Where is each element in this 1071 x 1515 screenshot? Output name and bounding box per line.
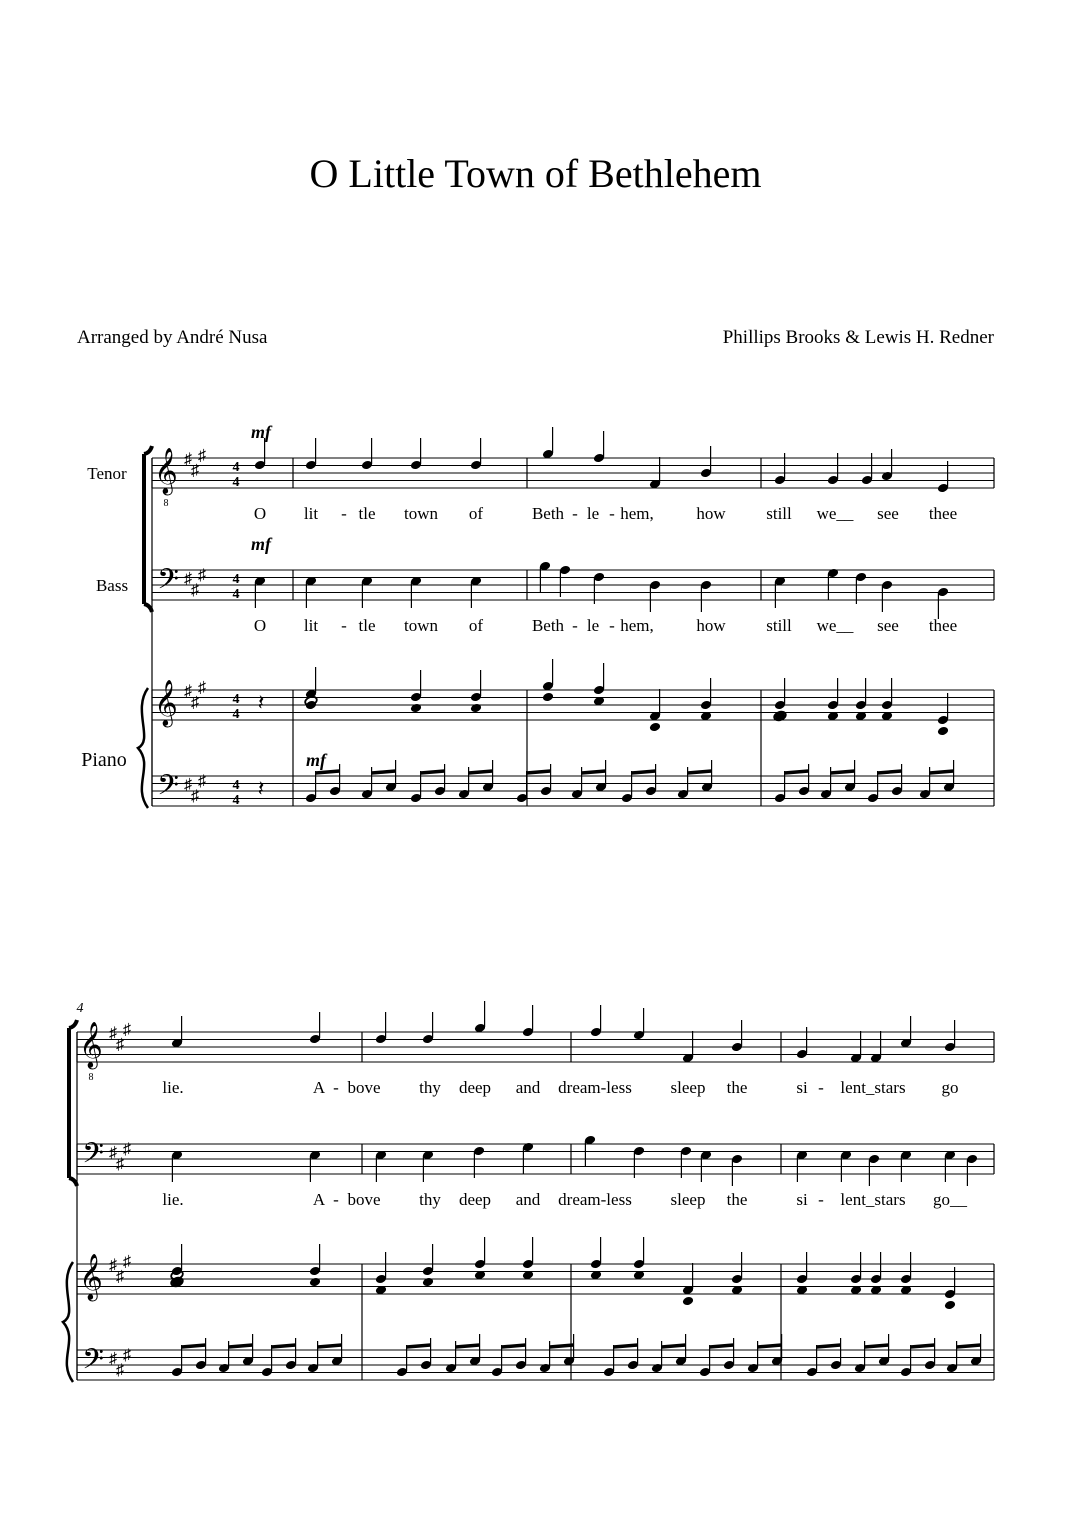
piano-treble-note <box>422 1277 434 1288</box>
piano-treble-note <box>937 726 949 737</box>
bass-lyric: hem, <box>620 616 654 635</box>
bass-lyric: si <box>796 1190 808 1209</box>
key-signature-sharp: ♯ <box>109 1350 117 1368</box>
key-signature-sharp: ♯ <box>198 447 206 465</box>
time-signature-denominator: 4 <box>232 475 240 490</box>
tenor-lyric: lit <box>303 504 319 523</box>
key-signature-sharp: ♯ <box>198 772 206 790</box>
bass-lyric: deep <box>458 1190 492 1209</box>
piano-treble-note <box>542 692 554 703</box>
choir-bracket <box>69 1020 77 1186</box>
key-signature-sharp: ♯ <box>123 1253 131 1271</box>
key-signature-sharp: ♯ <box>198 566 206 584</box>
time-signature-denominator: 4 <box>232 587 240 602</box>
key-signature-sharp: ♯ <box>191 694 199 712</box>
key-signature-sharp: ♯ <box>184 451 192 468</box>
bass-lyric: O <box>253 616 267 635</box>
time-signature-numerator: 4 <box>232 572 240 587</box>
key-signature-sharp: ♯ <box>184 683 192 700</box>
time-signature-numerator: 4 <box>232 692 240 707</box>
tenor-lyric: si <box>796 1078 808 1097</box>
time-signature-denominator: 4 <box>232 793 240 808</box>
bass-lyric: - <box>609 616 615 635</box>
bass-clef-icon: 𝄢 <box>82 1139 104 1176</box>
bass-lyric: of <box>468 616 484 635</box>
beam <box>758 1345 782 1347</box>
beam <box>911 1345 935 1347</box>
key-signature-sharp: ♯ <box>191 581 199 599</box>
key-signature-sharp: ♯ <box>191 787 199 805</box>
bass-lyric: sleep <box>670 1190 706 1209</box>
time-signature-numerator: 4 <box>232 778 240 793</box>
dynamic-mf: mf <box>306 750 326 770</box>
bass-lyric: still <box>766 616 792 635</box>
tenor-lyric: lent_stars <box>840 1078 906 1097</box>
bass-lyric: the <box>726 1190 748 1209</box>
piano-label: Piano <box>81 749 127 771</box>
tenor-lyric: - <box>572 504 578 523</box>
treble-clef-icon: 𝄞 <box>79 1022 103 1067</box>
page-title: O Little Town of Bethlehem <box>309 151 762 196</box>
beam <box>865 1345 889 1347</box>
measure-number: 4 <box>76 1001 84 1016</box>
bass-lyric: thy <box>419 1190 441 1209</box>
tenor-lyric: see <box>877 504 899 523</box>
tenor-lyric: hem, <box>620 504 654 523</box>
tenor-lyric: sleep <box>670 1078 706 1097</box>
system-1 <box>81 422 994 808</box>
beam <box>407 1345 431 1347</box>
bass-lyric: we__ <box>816 616 854 635</box>
tenor-lyric: - <box>609 504 615 523</box>
piano-treble-note <box>682 1296 694 1307</box>
arranger-credit: Arranged by André Nusa <box>77 327 268 348</box>
dynamic-mf: mf <box>251 534 271 554</box>
key-signature-sharp: ♯ <box>191 462 199 480</box>
beam <box>688 771 712 773</box>
beam <box>182 1345 206 1347</box>
beam <box>662 1345 686 1347</box>
quarter-rest-icon: 𝄽 <box>257 776 265 801</box>
beam <box>582 771 606 773</box>
bass-lyric: and <box>515 1190 541 1209</box>
system-2 <box>63 1001 994 1382</box>
beam <box>372 771 396 773</box>
key-signature-sharp: ♯ <box>198 679 206 697</box>
treble-clef-icon: 𝄞 <box>79 1254 103 1299</box>
beam <box>710 1345 734 1347</box>
bass-clef-icon: 𝄢 <box>82 1345 104 1382</box>
tenor-lyric: - <box>333 1078 339 1097</box>
key-signature-sharp: ♯ <box>184 776 192 794</box>
bass-clef-icon: 𝄢 <box>157 771 179 808</box>
tenor-lyric: deep <box>458 1078 492 1097</box>
tenor-lyric: tle <box>358 504 376 523</box>
piano-treble-note <box>309 1277 321 1288</box>
tenor-lyric: A <box>312 1078 326 1097</box>
tenor-lyric: thee <box>928 504 958 523</box>
key-signature-sharp: ♯ <box>123 1140 131 1158</box>
bass-lyric: - <box>572 616 578 635</box>
bass-lyric: town <box>404 616 438 635</box>
key-signature-sharp: ♯ <box>116 1361 124 1379</box>
choir-bracket <box>144 446 152 612</box>
bass-lyric: tle <box>358 616 376 635</box>
tenor-lyric: town <box>404 504 438 523</box>
tenor-lyric: go <box>941 1078 959 1097</box>
beam <box>817 1345 841 1347</box>
tenor-lyric: how <box>696 504 726 523</box>
beam <box>318 1345 342 1347</box>
beam <box>550 1345 574 1347</box>
beam <box>614 1345 638 1347</box>
dynamic-mf: mf <box>251 422 271 442</box>
key-signature-sharp: ♯ <box>109 1144 117 1162</box>
piano-treble-note <box>410 703 422 714</box>
bass-lyric: lit <box>303 616 319 635</box>
quarter-rest-icon: 𝄽 <box>257 690 265 715</box>
bass-lyric: how <box>696 616 726 635</box>
key-signature-sharp: ♯ <box>109 1257 117 1274</box>
beam <box>878 771 902 773</box>
tenor-lyric: - <box>818 1078 824 1097</box>
beam <box>632 771 656 773</box>
bass-label: Bass <box>95 576 129 595</box>
tenor-lyric: still <box>766 504 792 523</box>
beam <box>957 1345 981 1347</box>
tenor-lyric: lie. <box>162 1078 184 1097</box>
key-signature-sharp: ♯ <box>116 1268 124 1286</box>
bass-lyric: thee <box>928 616 958 635</box>
bass-clef-icon: 𝄢 <box>157 565 179 602</box>
tenor-lyric: Beth <box>531 504 565 523</box>
bass-lyric: lent_stars <box>840 1190 906 1209</box>
treble-clef-icon: 𝄞 <box>154 448 178 493</box>
beam <box>527 771 551 773</box>
tenor-lyric: - <box>341 504 347 523</box>
beam <box>456 1345 480 1347</box>
beam <box>469 771 493 773</box>
time-signature-denominator: 4 <box>232 707 240 722</box>
octave-marker: 8 <box>88 1072 94 1083</box>
treble-clef-icon: 𝄞 <box>154 680 178 725</box>
tenor-lyric: of <box>468 504 484 523</box>
tenor-lyric: we__ <box>816 504 854 523</box>
tenor-label: Tenor <box>87 464 127 483</box>
key-signature-sharp: ♯ <box>116 1155 124 1173</box>
key-signature-sharp: ♯ <box>109 1025 117 1042</box>
bass-lyric: - <box>333 1190 339 1209</box>
piano-treble-note <box>649 722 661 733</box>
beam <box>930 771 954 773</box>
bass-lyric: A <box>312 1190 326 1209</box>
tenor-lyric: O <box>253 504 267 523</box>
bass-lyric: lie. <box>162 1190 184 1209</box>
tenor-lyric: dream-less <box>558 1078 632 1097</box>
bass-lyric: Beth <box>531 616 565 635</box>
beam <box>785 771 809 773</box>
bass-lyric: see <box>877 616 899 635</box>
key-signature-sharp: ♯ <box>123 1021 131 1039</box>
piano-treble-note <box>944 1300 956 1311</box>
bass-lyric: dream-less <box>558 1190 632 1209</box>
bass-lyric: - <box>341 616 347 635</box>
piano-brace <box>63 1262 73 1382</box>
key-signature-sharp: ♯ <box>116 1036 124 1054</box>
beam <box>316 771 340 773</box>
bass-lyric: le <box>586 616 600 635</box>
beam <box>831 771 855 773</box>
bass-lyric: bove <box>347 1190 381 1209</box>
beam <box>272 1345 296 1347</box>
key-signature-sharp: ♯ <box>123 1346 131 1364</box>
composer-credit: Phillips Brooks & Lewis H. Redner <box>722 327 994 348</box>
tenor-lyric: the <box>726 1078 748 1097</box>
bass-lyric: go__ <box>933 1190 967 1209</box>
piano-brace <box>138 688 148 808</box>
beam <box>502 1345 526 1347</box>
time-signature-numerator: 4 <box>232 460 240 475</box>
tenor-lyric: le <box>586 504 600 523</box>
octave-marker: 8 <box>163 498 169 509</box>
beam <box>229 1345 253 1347</box>
key-signature-sharp: ♯ <box>184 570 192 588</box>
tenor-lyric: thy <box>419 1078 441 1097</box>
piano-treble-note <box>470 703 482 714</box>
bass-lyric: - <box>818 1190 824 1209</box>
beam <box>421 771 445 773</box>
tenor-lyric: bove <box>347 1078 381 1097</box>
tenor-lyric: and <box>515 1078 541 1097</box>
